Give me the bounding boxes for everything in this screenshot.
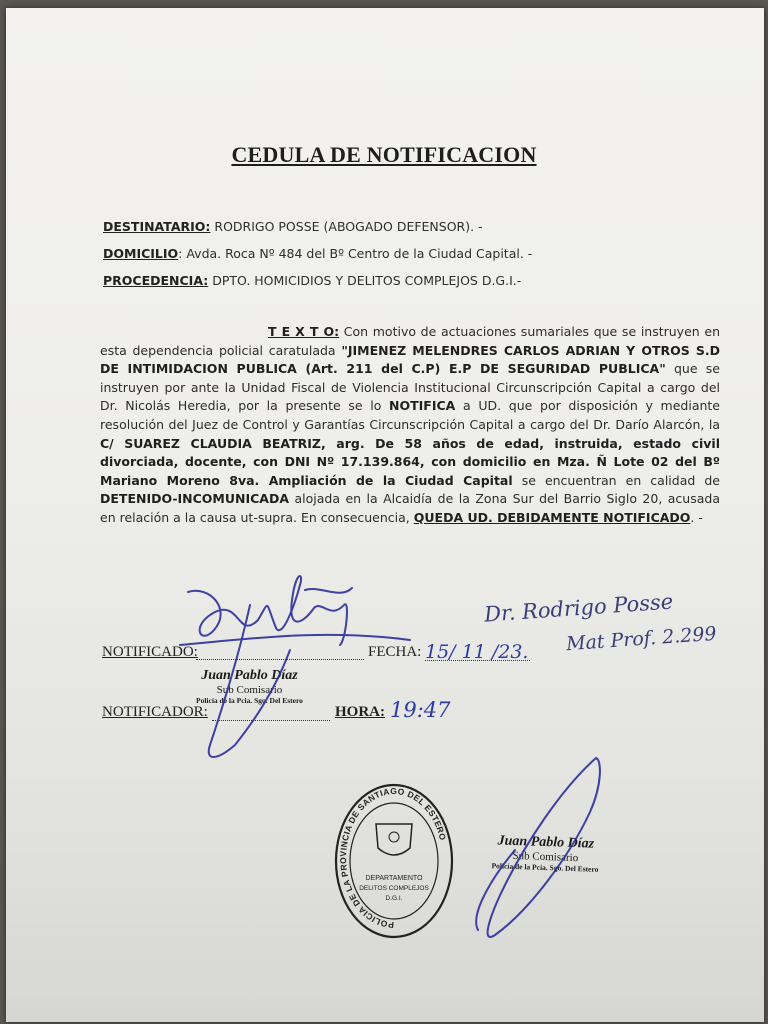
body-text: se encuentran en calidad de [512, 472, 720, 488]
case-title: "JIMENEZ MELENDRES CARLOS ADRIAN Y OTROS S.D DE INTIMIDACION PUBLICA (Art. 211 del C.P) E.P DE SEGURIDAD PUBLICA" [100, 342, 720, 377]
handwritten-registration: Mat Prof. 2.299 [565, 622, 718, 656]
detainee-details: C/ SUAREZ CLAUDIA BEATRIZ, arg. De 58 años de edad, instruida, estado civil divorciada, docente, con DNI Nº 17.139.864, con domicilio en Mza. Ñ Lote 02 del Bº Mariano Moreno 8va. Ampliación de la Ciudad Capital [100, 435, 720, 488]
recipient-value: RODRIGO POSSE (ABOGADO DEFENSOR). - [210, 219, 483, 234]
time-label: HORA: [335, 704, 385, 720]
svg-text:POLICIA DE LA PROVINCIA DE SAN [338, 786, 448, 930]
notifier-label: NOTIFICADOR: [102, 704, 208, 720]
document-title: CEDULA DE NOTIFICACION [231, 142, 537, 167]
texto-label: T E X T O: [268, 324, 340, 339]
officer-rank: Sub Comisario [512, 849, 579, 865]
time-handwritten: 19:47 [390, 698, 451, 722]
officer-name: Juan Pablo Díaz [201, 668, 298, 683]
date-handwritten: 15/ 11 /23. [425, 641, 529, 663]
handwritten-name: Dr. Rodrigo Posse [483, 589, 674, 627]
officer-org: Policía de la Pcia. Sgo. Del Estero [196, 696, 303, 705]
body-text: Con motivo de actuaciones sumariales que se instruyen en esta dependencia policial caratulada [100, 324, 720, 358]
police-emblem-icon [376, 824, 412, 855]
seal-line-1: DEPARTAMENTO [365, 875, 423, 882]
body-text: alojada en la Alcaidía de la Zona Sur del Barrio Siglo 20, acusada en relación a la causa ut-supra. En consecuencia, [100, 491, 720, 525]
notifica-word: NOTIFICA [389, 398, 456, 414]
date-label: FECHA: [368, 644, 422, 660]
officer-rank: Sub Comisario [216, 684, 283, 696]
notified-statement: QUEDA UD. DEBIDAMENTE NOTIFICADO [413, 509, 691, 525]
officer-org: Policía de la Pcia. Sgo. Del Estero [491, 861, 599, 874]
detention-status: DETENIDO-INCOMUNICADA [100, 491, 290, 507]
address-label: DOMICILIO [103, 246, 179, 261]
notified-label: NOTIFICADO: [102, 644, 198, 660]
recipient-label: DESTINATARIO: [103, 219, 211, 234]
officer-name: Juan Pablo Díaz [497, 833, 595, 852]
origin-value: DPTO. HOMICIDIOS Y DELITOS COMPLEJOS D.G.I.- [208, 273, 522, 288]
body-text: a UD. que por disposición y mediante resolución del Juez de Control y Garantías Circunscripción Capital a cargo del Dr. Darío Alarcón, la [100, 398, 720, 432]
seal-line-3: D.G.I. [385, 895, 403, 902]
body-text: . - [690, 509, 703, 525]
seal-line-2: DELITOS COMPLEJOS [359, 885, 429, 892]
origin-label: PROCEDENCIA: [103, 273, 209, 288]
body-text: que se instruyen por ante la Unidad Fiscal de Violencia Institucional Circunscripción Capital a cargo del Dr. Nicolás Heredia, por la presente se lo [100, 361, 720, 414]
department-seal [333, 782, 455, 940]
address-value: : Avda. Roca Nº 484 del Bº Centro de la Ciudad Capital. - [178, 246, 533, 261]
seal-ring-text: POLICIA DE LA PROVINCIA DE SANTIAGO DEL ESTERO [337, 785, 449, 931]
